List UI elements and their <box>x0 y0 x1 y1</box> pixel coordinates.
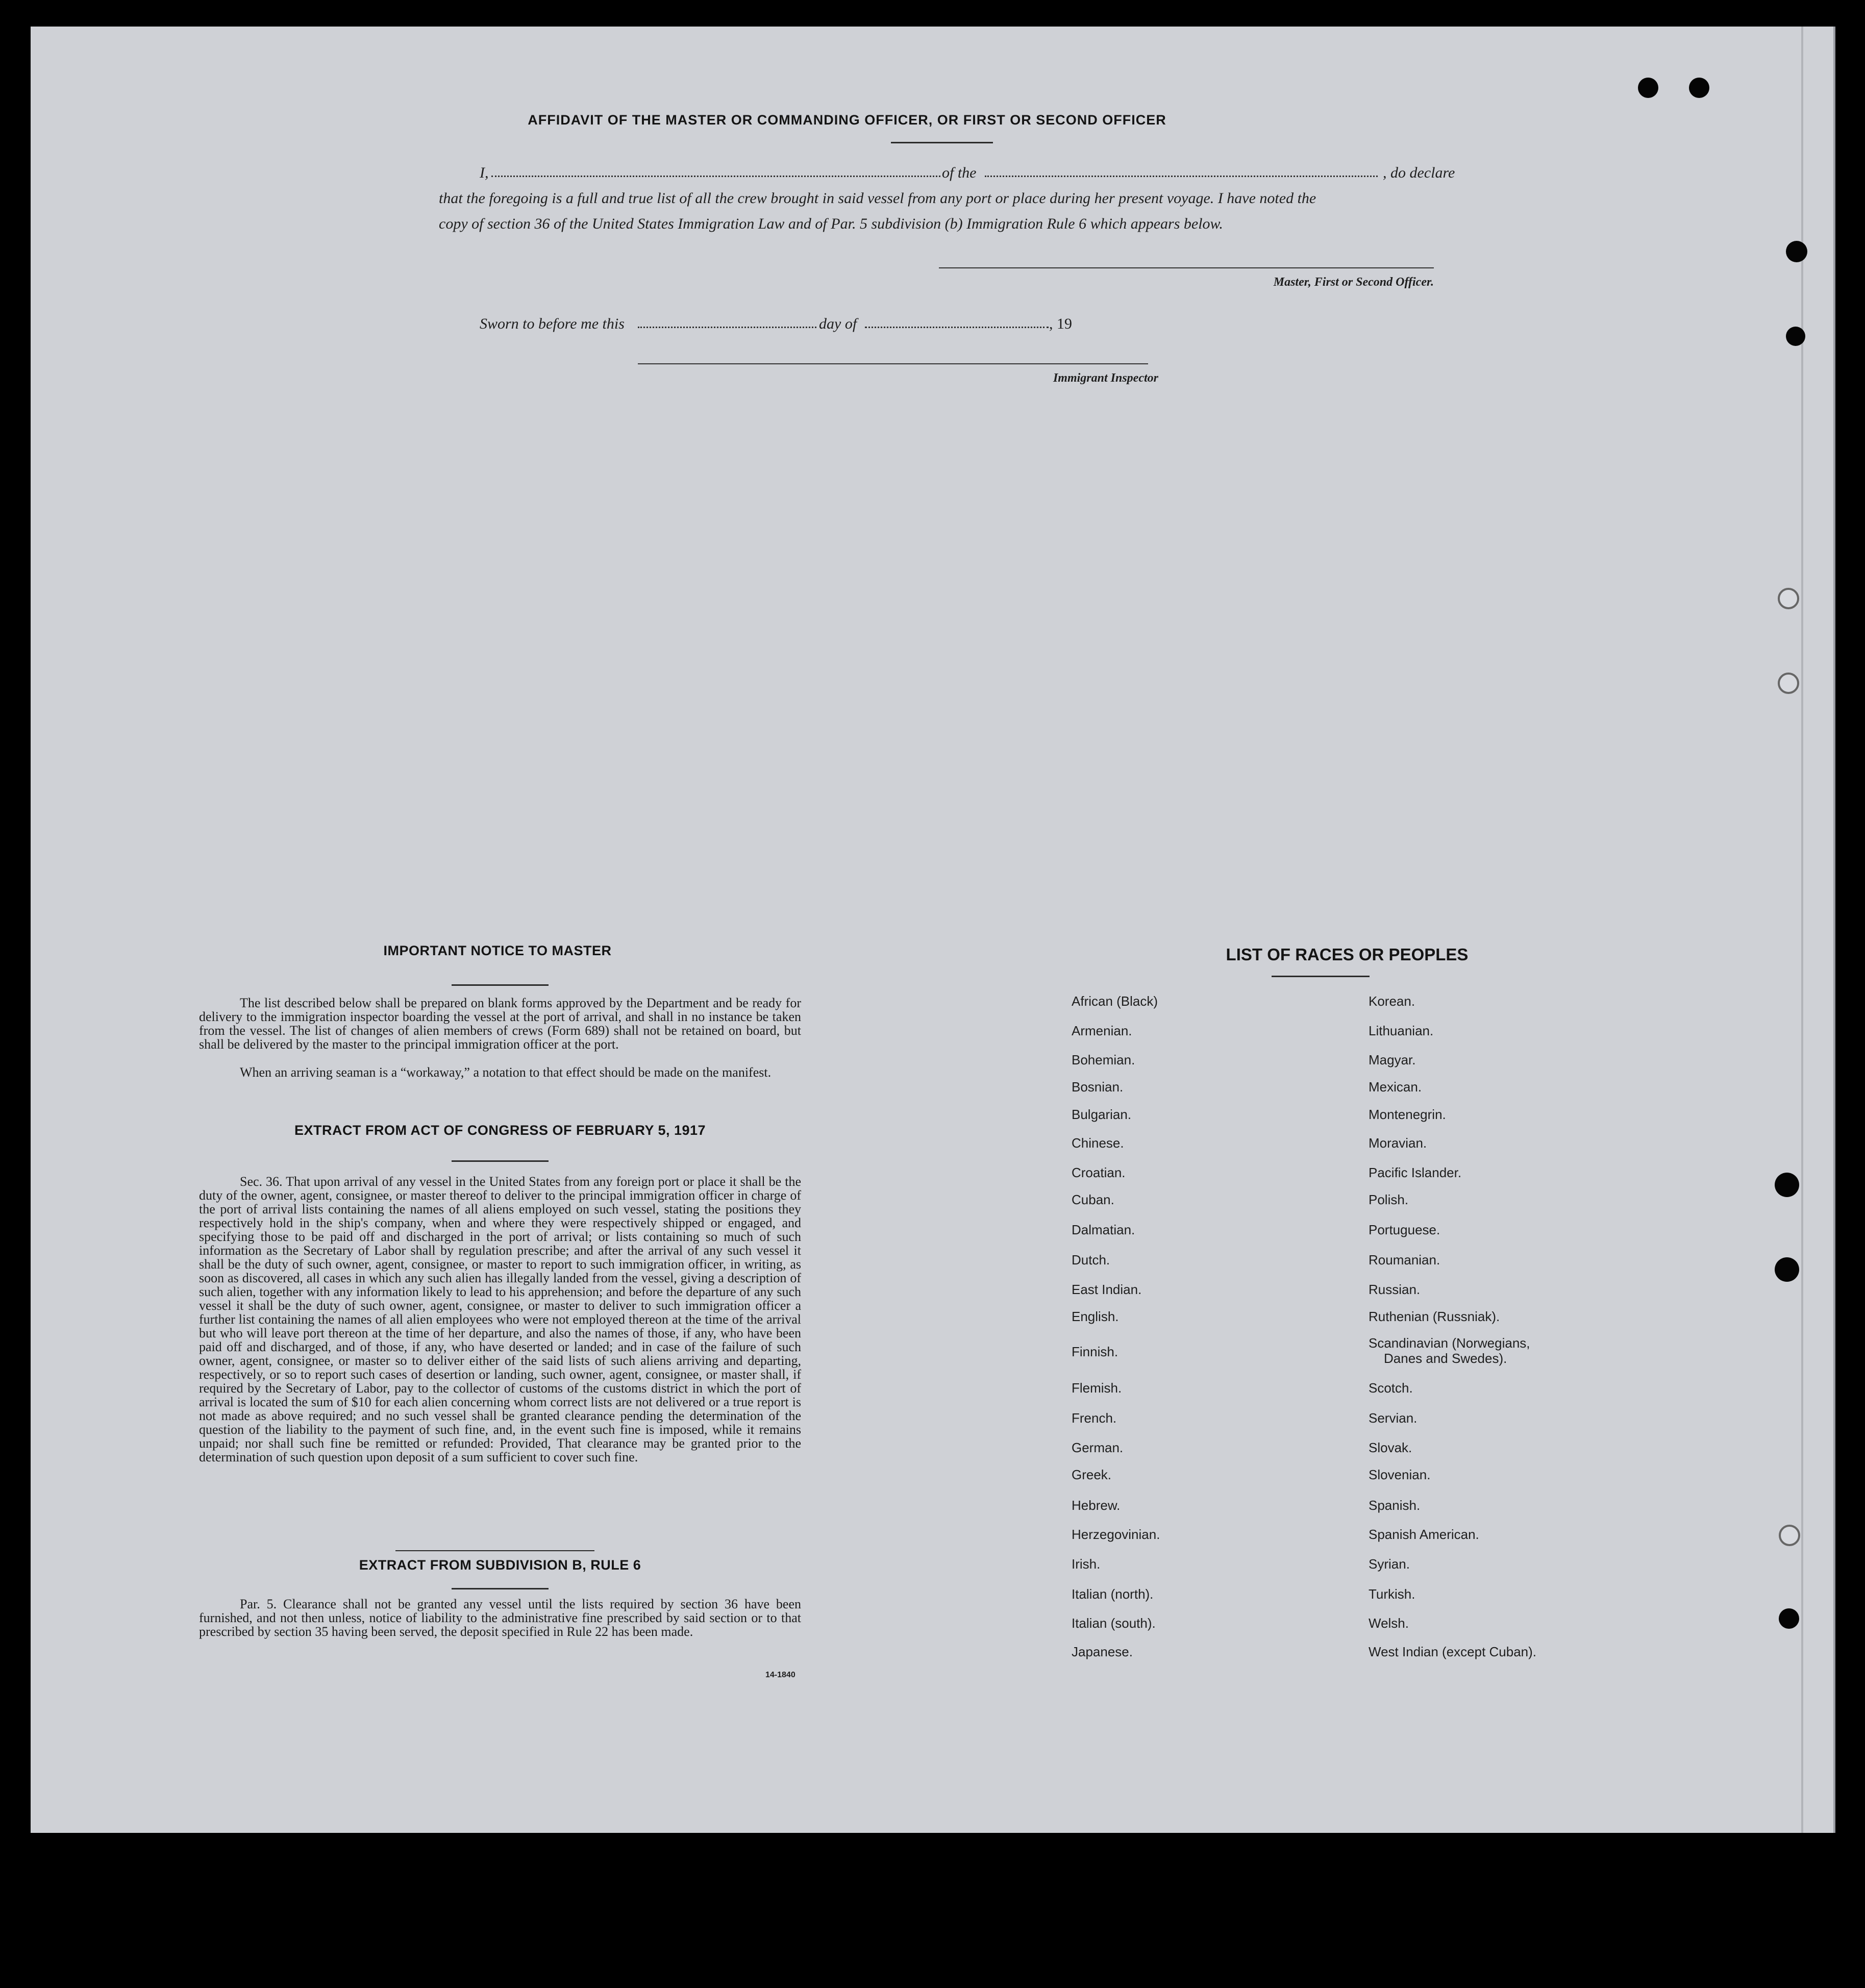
race-item: Mexican. <box>1369 1079 1422 1095</box>
binder-hole <box>1786 241 1807 262</box>
races-underline <box>1272 976 1370 977</box>
name-blank[interactable] <box>491 176 940 177</box>
race-item: West Indian (except Cuban). <box>1369 1644 1537 1659</box>
page-edge-line <box>1801 27 1803 1833</box>
form-number: 14-1840 <box>765 1671 795 1679</box>
affidavit-i-label: I, <box>480 164 489 181</box>
race-item: Montenegrin. <box>1369 1107 1446 1122</box>
affidavit-line-3: copy of section 36 of the United States Immigration Law and of Par. 5 subdivision (b) Immigration Rule 6 which appears below. <box>439 215 1223 232</box>
notice-title: IMPORTANT NOTICE TO MASTER <box>383 943 612 958</box>
race-item: Bosnian. <box>1072 1079 1124 1095</box>
race-item: Bulgarian. <box>1072 1107 1132 1122</box>
race-item: Magyar. <box>1369 1052 1416 1067</box>
officer-signature-line[interactable] <box>939 267 1434 268</box>
race-item: Greek. <box>1072 1467 1112 1482</box>
race-item: Japanese. <box>1072 1644 1133 1659</box>
race-item: Polish. <box>1369 1192 1409 1207</box>
binder-hole <box>1786 327 1805 346</box>
sworn-day-blank[interactable] <box>638 327 816 328</box>
race-item: Croatian. <box>1072 1165 1126 1180</box>
binder-hole <box>1689 78 1709 98</box>
race-item: Chinese. <box>1072 1135 1124 1151</box>
rule-paragraph: Par. 5. Clearance shall not be granted any vessel until the lists required by section 36 have been furnished, and not then unless, notice of liability to the administrative fine prescribed by said section or to that prescribed by section 35 having been served, the deposit specified in Rule 22 has been made. <box>199 1597 801 1639</box>
rule-underline <box>452 1588 549 1589</box>
race-item: Slovenian. <box>1369 1467 1431 1482</box>
race-item: Slovak. <box>1369 1440 1412 1455</box>
race-item: Lithuanian. <box>1369 1023 1434 1038</box>
title-underline <box>891 142 993 143</box>
race-item: Irish. <box>1072 1556 1101 1572</box>
binder-hole <box>1775 1257 1799 1282</box>
race-item: Russian. <box>1369 1282 1421 1297</box>
race-item: Spanish American. <box>1369 1527 1479 1542</box>
day-of-label: day of <box>819 315 857 332</box>
races-title: LIST OF RACES OR PEOPLES <box>1226 945 1469 964</box>
rule-title: EXTRACT FROM SUBDIVISION B, RULE 6 <box>359 1557 641 1573</box>
notice-underline <box>452 984 549 986</box>
race-item: Finnish. <box>1072 1344 1118 1359</box>
race-item: Danes and Swedes). <box>1384 1351 1507 1366</box>
race-item: Welsh. <box>1369 1616 1409 1631</box>
binder-hole <box>1778 673 1799 694</box>
sworn-label: Sworn to before me this <box>480 315 625 332</box>
binder-hole <box>1778 588 1799 609</box>
officer-caption: Master, First or Second Officer. <box>1273 276 1434 289</box>
binder-hole <box>1775 1173 1799 1197</box>
race-item: Cuban. <box>1072 1192 1114 1207</box>
act-title: EXTRACT FROM ACT OF CONGRESS OF FEBRUARY 5, 1917 <box>294 1123 706 1138</box>
act-section-36-text: Sec. 36. That upon arrival of any vessel in the United States from any foreign port or place it shall be the duty of the owner, agent, consignee, or master thereof to deliver to the principal immigration officer in charge of the port of arrival lists containing the names of all aliens employed on such vessel, stating the positions they respectively hold in the ship's company, when and where they were respectively shipped or engaged, and specifying those to be paid off and discharged in the port of arrival; or lists containing so much of such information as the Secretary of Labor shall by regulation prescribe; and after the arrival of any such vessel it shall be the duty of such owner, agent, consignee, or master to report to such immigration officer, in writing, as soon as discovered, all cases in which any such alien has illegally landed from the vessel, giving a description of such alien, together with any information likely to lead to his apprehension; and before the departure of any such vessel it shall be the duty of such owner, agent, consignee, or master to deliver to such immigration officer a further list containing the names of all alien employees who were not employed thereon at the time of the arrival but who will leave port thereon at the time of her departure, and also the names of those, if any, who have been paid off and discharged, and of those, if any, who have deserted or landed; and in case of the failure of such owner, agent, consignee, or master so to deliver either of the said lists of such aliens arriving and departing, respectively, or so to report such cases of desertion or landing, such owner, agent, consignee, or master shall, if required by the Secretary of Labor, pay to the collector of customs of the customs district in which the port of arrival is located the sum of $10 for each alien concerning whom correct lists are not delivered or a true report is not made as above required; and no such vessel shall be granted clearance pending the determination of the question of the liability to the payment of such fine, and, in the event such fine is imposed, while it remains unpaid; nor shall such fine be remitted or refunded: Provided, That clearance may be granted prior to the determination of such question upon deposit of a sum sufficient to cover such fine. <box>199 1174 801 1464</box>
binder-hole <box>1779 1608 1799 1629</box>
race-item: Armenian. <box>1072 1023 1132 1038</box>
race-item: Spanish. <box>1369 1498 1421 1513</box>
notice-paragraph-2: When an arriving seaman is a “workaway,” a notation to that effect should be made on the manifest. <box>240 1065 772 1080</box>
vessel-blank[interactable] <box>985 176 1378 177</box>
race-item: Hebrew. <box>1072 1498 1121 1513</box>
affidavit-declare-label: , do declare <box>1383 164 1455 181</box>
act-underline <box>452 1160 549 1162</box>
race-item: Servian. <box>1369 1410 1418 1426</box>
race-item: Ruthenian (Russniak). <box>1369 1309 1500 1324</box>
race-item: Roumanian. <box>1369 1252 1440 1268</box>
affidavit-of-label: of the <box>942 164 977 181</box>
race-item: Syrian. <box>1369 1556 1410 1572</box>
race-item: Italian (north). <box>1072 1586 1154 1602</box>
race-item: Scandinavian (Norwegians, <box>1369 1335 1530 1351</box>
affidavit-title: AFFIDAVIT OF THE MASTER OR COMMANDING OFFICER, OR FIRST OR SECOND OFFICER <box>528 112 1166 128</box>
sworn-month-blank[interactable] <box>865 327 1049 328</box>
inspector-caption: Immigrant Inspector <box>1053 371 1158 385</box>
race-item: African (Black) <box>1072 993 1158 1009</box>
race-item: Dalmatian. <box>1072 1222 1135 1237</box>
race-item: Bohemian. <box>1072 1052 1135 1067</box>
affidavit-line-2: that the foregoing is a full and true list of all the crew brought in said vessel from any port or place during her present voyage. I have noted the <box>439 190 1316 207</box>
race-item: Portuguese. <box>1369 1222 1440 1237</box>
race-item: Scotch. <box>1369 1380 1413 1396</box>
race-item: Turkish. <box>1369 1586 1415 1602</box>
race-item: Flemish. <box>1072 1380 1122 1396</box>
inspector-signature-line[interactable] <box>638 363 1148 364</box>
race-item: English. <box>1072 1309 1119 1324</box>
race-item: Korean. <box>1369 993 1415 1009</box>
race-item: East Indian. <box>1072 1282 1142 1297</box>
notice-paragraph-1: The list described below shall be prepared on blank forms approved by the Department and be ready for delivery to the immigration inspector boarding the vessel at the port of arrival, and shall in no instance be taken from the vessel. The list of changes of alien members of crews (Form 689) shall not be retained on board, but shall be delivered by the master to the principal immigration officer at the port. <box>199 996 801 1052</box>
race-item: Herzegovinian. <box>1072 1527 1160 1542</box>
year-label: , 19 <box>1049 315 1072 332</box>
race-item: Dutch. <box>1072 1252 1110 1268</box>
race-item: German. <box>1072 1440 1124 1455</box>
act-separator <box>395 1550 594 1551</box>
race-item: Italian (south). <box>1072 1616 1156 1631</box>
binder-hole <box>1779 1525 1800 1546</box>
document-page <box>31 27 1835 1833</box>
race-item: Moravian. <box>1369 1135 1427 1151</box>
race-item: Pacific Islander. <box>1369 1165 1462 1180</box>
binder-hole <box>1638 78 1658 98</box>
race-item: French. <box>1072 1410 1117 1426</box>
